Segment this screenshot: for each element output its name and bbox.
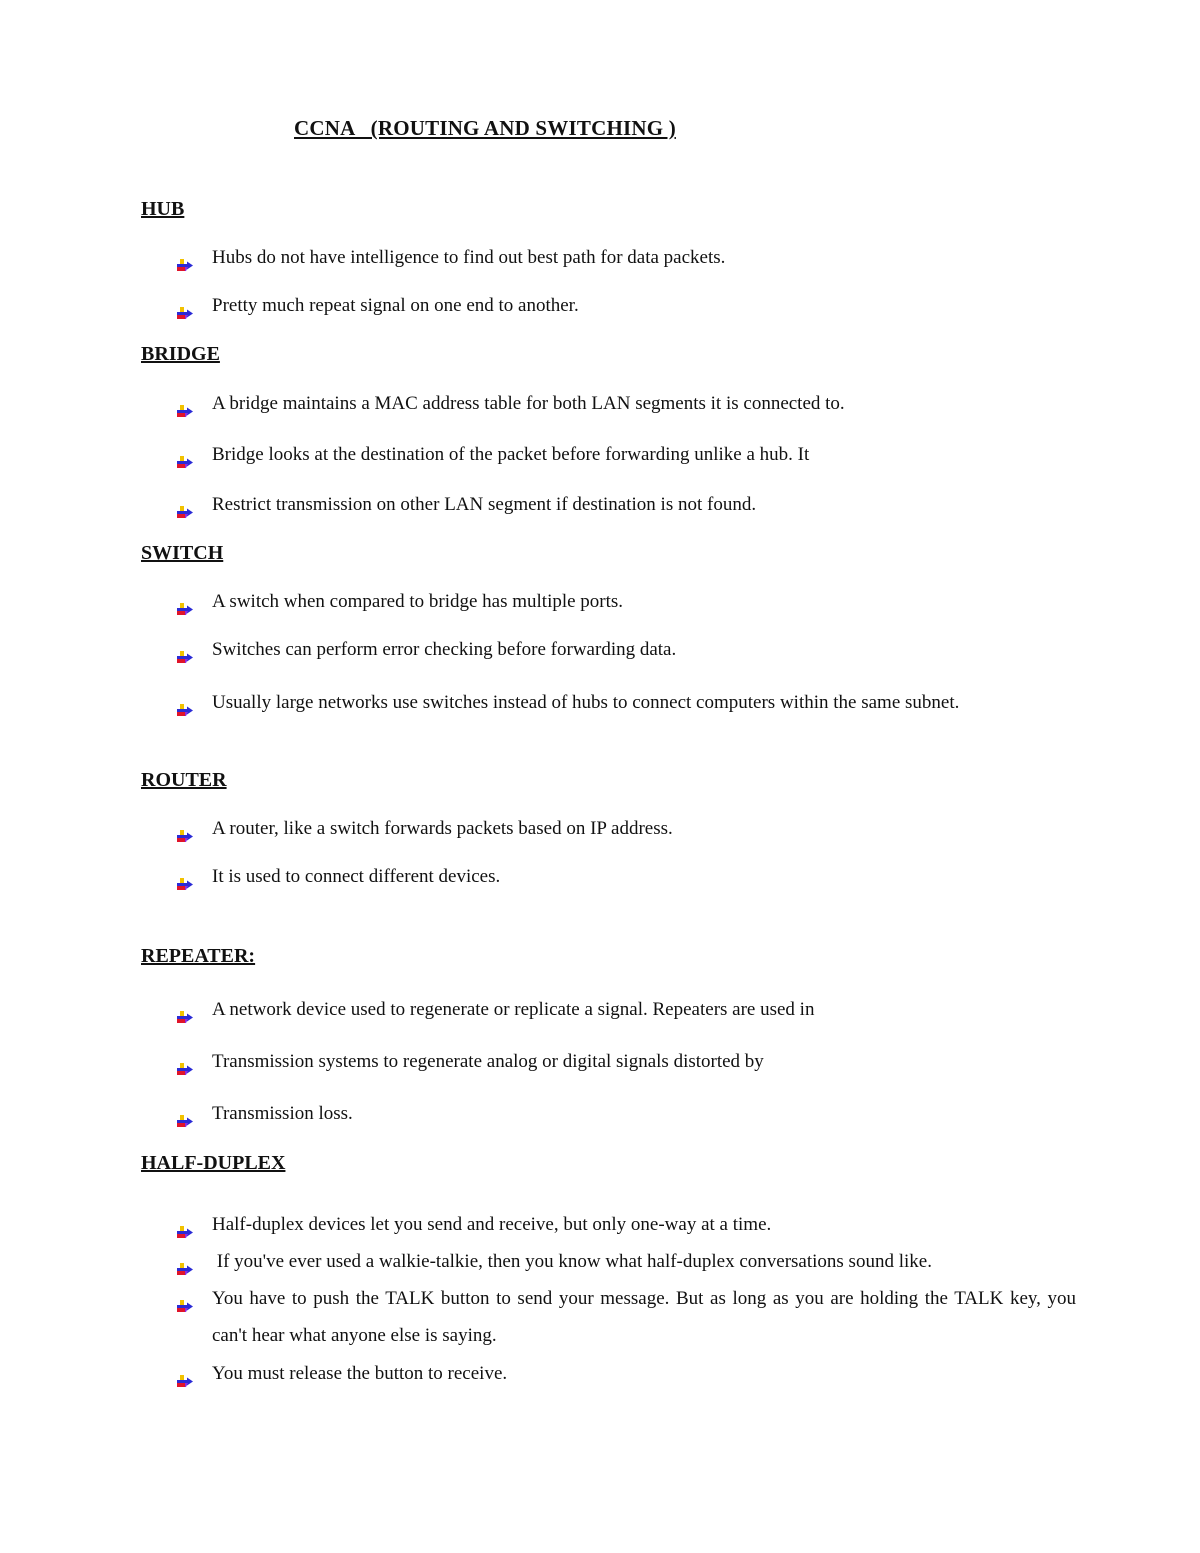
list-item: It is used to connect different devices. [176,858,1076,895]
arrow-bullet-icon [176,250,194,266]
list-item: Half-duplex devices let you send and receive, but only one-way at a time. [176,1206,1076,1243]
arrow-bullet-icon [176,1217,194,1233]
list-item: If you've ever used a walkie-talkie, then you know what half-duplex conversations sound like. [176,1243,1076,1280]
arrow-bullet-icon [176,1366,194,1382]
arrow-bullet-icon [176,1054,194,1070]
list-item: A bridge maintains a MAC address table for both LAN segments it is connected to. [176,385,1076,422]
list-item: A switch when compared to bridge has multiple ports. [176,583,1076,620]
arrow-bullet-icon [176,594,194,610]
list-item: Transmission loss. [176,1095,1076,1132]
arrow-bullet-icon [176,1002,194,1018]
list-item: Pretty much repeat signal on one end to another. [176,287,1076,324]
list-item: A network device used to regenerate or replicate a signal. Repeaters are used in [176,991,1076,1028]
arrow-bullet-icon [176,695,194,711]
arrow-bullet-icon [176,869,194,885]
arrow-bullet-icon [176,298,194,314]
document-title: CCNA (ROUTING AND SWITCHING ) [294,116,676,140]
arrow-bullet-icon [176,642,194,658]
arrow-bullet-icon [176,1106,194,1122]
arrow-bullet-icon [176,447,194,463]
list-item: Hubs do not have intelligence to find out best path for data packets. [176,239,1076,276]
list-item: Bridge looks at the destination of the packet before forwarding unlike a hub. It [176,436,1076,473]
arrow-bullet-icon [176,497,194,513]
list-item: Switches can perform error checking before forwarding data. [176,631,1076,668]
arrow-bullet-icon [176,821,194,837]
list-item: Usually large networks use switches instead of hubs to connect computers within the same subnet. [176,684,1076,721]
arrow-bullet-icon [176,1254,194,1270]
section-heading-half-duplex: HALF-DUPLEX [141,1152,286,1174]
list-item: A router, like a switch forwards packets based on IP address. [176,810,1076,847]
arrow-bullet-icon [176,1291,194,1307]
section-heading-repeater: REPEATER: [141,945,256,967]
arrow-bullet-icon [176,396,194,412]
list-item: You have to push the TALK button to send your message. But as long as you are holding the TALK key, you can't hear what anyone else is saying. [176,1280,1076,1354]
list-item: Restrict transmission on other LAN segment if destination is not found. [176,486,1076,523]
section-heading-hub: HUB [141,198,185,220]
section-heading-router: ROUTER [141,769,227,791]
section-heading-switch: SWITCH [141,542,224,564]
section-heading-bridge: BRIDGE [141,343,220,365]
list-item: Transmission systems to regenerate analog or digital signals distorted by [176,1043,1076,1080]
list-item: You must release the button to receive. [176,1355,1076,1392]
